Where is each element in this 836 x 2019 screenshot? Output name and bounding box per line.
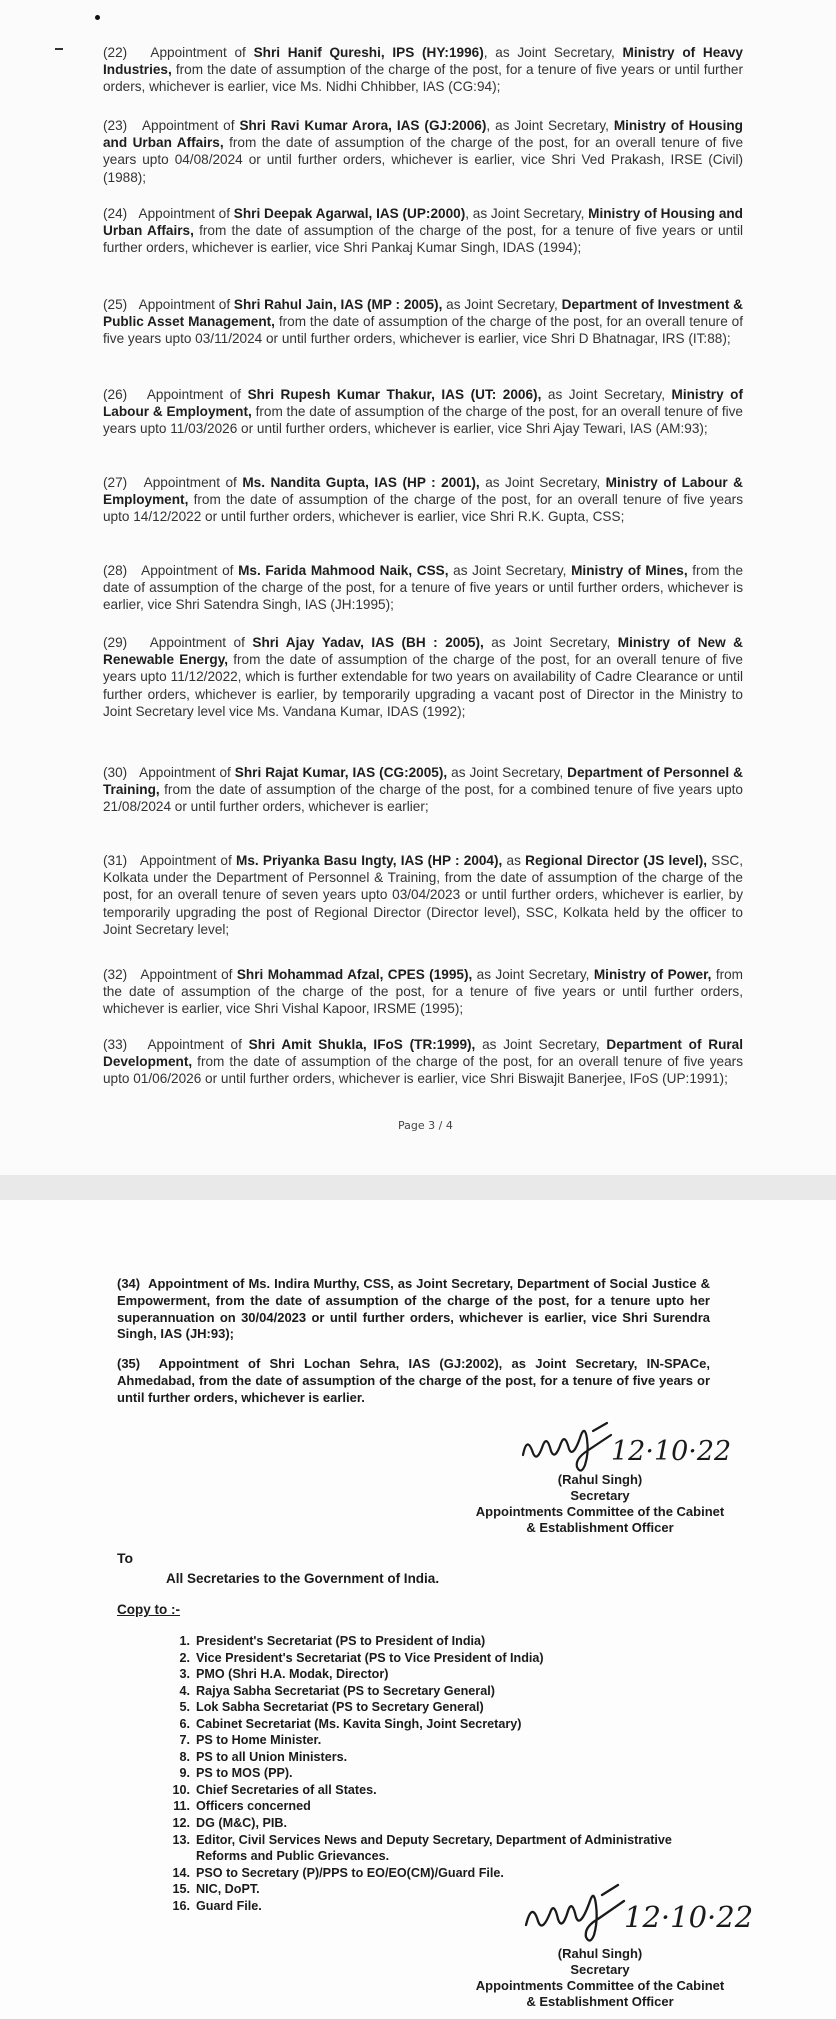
- copy-to-item: [162, 1633, 722, 1650]
- appointment-number: (32): [103, 967, 128, 982]
- appointment-details: from the date of assumption of the charge of the post, for an overall tenure of five years upto 04/08/2024 or until further orders, whichever is earlier, vice Shri Ved Prakash, IRSE (Civil) (1988);: [103, 135, 744, 185]
- appointment-paragraph-31: [103, 852, 743, 938]
- appointment-lead: Appointment of: [139, 765, 235, 780]
- copy-to-item: [162, 1815, 722, 1832]
- appointee-name: Shri Amit Shukla, IFoS (TR:1999),: [248, 1037, 476, 1052]
- appointee-name: Ms. Priyanka Basu Ingty, IAS (HP : 2004),: [236, 853, 503, 868]
- appointment-department: Ministry of Mines,: [571, 563, 688, 578]
- copy-to-item-number: 1.: [179, 1634, 190, 1648]
- appointment-lead: Appointment of: [147, 1037, 249, 1052]
- appointment-role: as Joint Secretary,: [475, 1037, 607, 1052]
- appointment-paragraph-34: (34) Appointment of Ms. Indira Murthy, CSS, as Joint Secretary, Department of Social Justice & Empowerment, from the date of assumption of the charge of the post, for a tenure upto her superannuation on 30/04/2023 or until further orders, whichever is earlier, vice Shri Surendra Singh, IAS (JH:93);: [117, 1276, 710, 1342]
- copy-to-item-text: Lok Sabha Secretariat (PS to Secretary General): [196, 1700, 484, 1715]
- copy-to-item-text: Guard File.: [196, 1898, 262, 1913]
- appointee-name: Shri Rahul Jain, IAS (MP : 2005),: [233, 297, 443, 312]
- appointment-number: (25): [103, 297, 128, 312]
- copy-to-item-text: DG (M&C), PIB.: [196, 1816, 287, 1831]
- copy-to-item-number: 11.: [173, 1799, 190, 1814]
- copy-to-item: [162, 1650, 722, 1667]
- copy-to-item-text: Editor, Civil Services News and Deputy Secretary, Department of Administrative Reforms and Public Grievances.: [196, 1832, 672, 1864]
- appointee-name: Ms. Nandita Gupta, IAS (HP : 2001),: [242, 475, 480, 490]
- appointee-name: Shri Ravi Kumar Arora, IAS (GJ:2006): [239, 118, 487, 133]
- appointment-role: as Joint Secretary,: [479, 475, 606, 490]
- appointee-name: Shri Rupesh Kumar Thakur, IAS (UT: 2006),: [247, 387, 542, 402]
- appointment-number: (22): [103, 45, 128, 60]
- appointment-lead: Appointment of: [143, 475, 243, 490]
- copy-to-item-text: Cabinet Secretariat (Ms. Kavita Singh, Joint Secretary): [196, 1716, 522, 1731]
- copy-to-item-number: 7.: [179, 1733, 190, 1748]
- appointment-details: from the date of assumption of the charge of the post, for an overall tenure of five years upto 14/12/2022 or until further orders, whichever is earlier, vice Shri R.K. Gupta, CSS;: [103, 492, 743, 525]
- appointment-paragraph-25: [103, 296, 743, 348]
- appointment-details: from the date of assumption of the charge of the post, for a tenure of five years or until further orders, whichever is earlier, vice Shri Satendra Singh, IAS (JH:1995);: [103, 563, 744, 613]
- copy-to-item-text: PS to MOS (PP).: [196, 1766, 293, 1781]
- copy-to-item-number: 5.: [179, 1700, 190, 1715]
- appointment-department: Department of Investment & Public Asset Management,: [103, 297, 744, 330]
- appointment-details: from the date of assumption of the charge of the post, for an overall tenure of five years upto 11/03/2026 or until further orders, whichever is earlier, vice Shri Ajay Tewari, IAS (AM:93);: [103, 404, 743, 437]
- appointment-paragraph-28: [103, 562, 743, 614]
- copy-to-item-number: 4.: [179, 1683, 190, 1698]
- appointment-paragraph-23: [103, 117, 743, 186]
- copy-to-item-text: Rajya Sabha Secretariat (PS to Secretary General): [196, 1683, 495, 1698]
- appointment-department: Department of Personnel & Training,: [103, 765, 743, 798]
- scan-mark: [95, 15, 100, 20]
- copy-to-item: [162, 1749, 722, 1766]
- copy-to-item: [162, 1782, 722, 1799]
- handwritten-signature: [515, 1405, 732, 1480]
- copy-to-item-number: 6.: [179, 1716, 190, 1731]
- appointment-role: as Joint Secretary,: [447, 765, 568, 780]
- appointment-details: from the date of assumption of the charge of the post, for an overall tenure of five years upto 11/12/2022, which is further extendable for two years on availability of Cadre Clearance or until further orders, whichever is earlier, by temporarily upgrading a vacant post of Director in the Ministry to Joint Secretary level vice Ms. Vandana Kumar, IDAS (1992);: [103, 652, 743, 719]
- scan-mark: [55, 48, 63, 50]
- to-label: To: [117, 1550, 134, 1566]
- appointee-name: Shri Mohammad Afzal, CPES (1995),: [236, 967, 473, 982]
- copy-to-item-text: Chief Secretaries of all States.: [196, 1782, 377, 1797]
- copy-to-item-number: 16.: [172, 1898, 190, 1913]
- copy-to-item: [162, 1765, 722, 1782]
- copy-to-item: [162, 1699, 722, 1716]
- appointment-paragraph-32: [103, 966, 743, 1018]
- appointment-number: (23): [103, 118, 128, 133]
- appointment-department: Ministry of Labour & Employment,: [103, 387, 744, 420]
- appointment-role: as Joint Secretary,: [442, 297, 562, 312]
- appointment-number: (28): [103, 563, 128, 578]
- appointment-number: (24): [103, 206, 128, 221]
- copy-to-item-number: 13.: [172, 1832, 190, 1847]
- appointment-department: Ministry of Housing and Urban Affairs,: [103, 206, 743, 239]
- appointment-role: as Joint Secretary,: [472, 967, 594, 982]
- appointment-lead: Appointment of: [150, 45, 254, 60]
- appointment-department: Ministry of Housing and Urban Affairs,: [103, 118, 743, 151]
- appointee-name: Shri Deepak Agarwal, IAS (UP:2000): [233, 206, 466, 221]
- appointee-name: Ms. Farida Mahmood Naik, CSS,: [238, 563, 449, 578]
- appointment-lead: Appointment of: [146, 387, 248, 402]
- appointment-department: Regional Director (JS level),: [525, 853, 708, 868]
- appointment-details: from the date of assumption of the charge of the post, for a tenure of five years or until further orders, whichever is earlier, vice Shri Vishal Kapoor, IRSME (1995);: [103, 967, 744, 1017]
- copy-to-label: Copy to :-: [117, 1602, 180, 1617]
- appointment-paragraph-30: [103, 764, 743, 816]
- appointment-role: , as Joint Secretary,: [483, 45, 623, 60]
- handwritten-date: 12·10·22: [624, 1900, 754, 1934]
- appointment-details: from the date of assumption of the charge of the post, for an overall tenure of five years upto 01/06/2026 or until further orders, whichever is earlier, vice Shri Biswajit Banerjee, IFoS (UP:1991);: [103, 1054, 743, 1087]
- copy-to-item-number: 2.: [179, 1650, 190, 1665]
- copy-to-item-text: Officers concerned: [196, 1799, 311, 1814]
- appointment-lead: Appointment of: [149, 635, 253, 650]
- appointment-department: Ministry of Power,: [593, 967, 712, 982]
- copy-to-item-text: NIC, DoPT.: [196, 1882, 260, 1897]
- appointee-name: Shri Hanif Qureshi, IPS (HY:1996): [253, 45, 484, 60]
- appointment-lead: Appointment of: [139, 853, 236, 868]
- appointment-details: from the date of assumption of the charge of the post, for a tenure of five years or until further orders, whichever is earlier, vice Shri Pankaj Kumar Singh, IDAS (1994);: [103, 223, 743, 256]
- appointment-paragraph-22: [103, 44, 743, 96]
- appointment-department: Ministry of Heavy Industries,: [103, 45, 743, 78]
- appointment-lead: Appointment of: [138, 297, 234, 312]
- copy-to-item: [162, 1732, 722, 1749]
- copy-to-item-text: PS to Home Minister.: [196, 1733, 322, 1748]
- copy-to-item-number: 10.: [172, 1782, 190, 1797]
- to-recipients: All Secretaries to the Government of India.: [166, 1571, 440, 1586]
- signature-block: (Rahul Singh) Secretary Appointments Committee of the Cabinet & Establishment Officer: [475, 1946, 725, 2009]
- appointment-number: (26): [103, 387, 128, 402]
- handwritten-date: 12·10·22: [611, 1436, 732, 1467]
- copy-to-item: [162, 1832, 722, 1865]
- copy-to-item-text: PS to all Union Ministers.: [196, 1749, 348, 1764]
- copy-to-item-number: 12.: [172, 1816, 190, 1831]
- appointment-department: Department of Rural Development,: [103, 1037, 744, 1070]
- appointment-lead: Appointment of: [141, 118, 240, 133]
- copy-to-item: [162, 1798, 722, 1815]
- appointment-paragraph-26: [103, 386, 743, 438]
- appointment-details: SSC, Kolkata under the Department of Personnel & Training, from the date of assumption of the charge of the post, for an overall tenure of seven years upto 03/04/2023 or until further orders, whichever is earlier, by temporarily upgrading the post of Regional Director (Director level), SSC, Kolkata held by the officer to Joint Secretary level;: [103, 853, 743, 937]
- copy-to-item-text: PMO (Shri H.A. Modak, Director): [196, 1667, 389, 1682]
- appointment-role: as Joint Secretary,: [541, 387, 672, 402]
- copy-to-item: [162, 1666, 722, 1683]
- copy-to-item-number: 9.: [179, 1766, 190, 1781]
- appointment-lead: Appointment of: [141, 563, 239, 578]
- appointment-lead: Appointment of: [140, 967, 237, 982]
- appointee-name: Shri Ajay Yadav, IAS (BH : 2005),: [252, 635, 484, 650]
- appointment-department: Ministry of New & Renewable Energy,: [103, 635, 744, 668]
- handwritten-signature: [520, 1865, 754, 1950]
- copy-to-item-text: President's Secretariat (PS to President of India): [196, 1634, 486, 1648]
- appointment-number: (30): [103, 765, 128, 780]
- appointee-name: Shri Rajat Kumar, IAS (CG:2005),: [234, 765, 448, 780]
- appointment-number: (29): [103, 635, 128, 650]
- appointment-role: as Joint Secretary,: [448, 563, 572, 578]
- appointment-role: , as Joint Secretary,: [486, 118, 614, 133]
- appointment-paragraph-35: (35) Appointment of Shri Lochan Sehra, IAS (GJ:2002), as Joint Secretary, IN-SPACe, Ahmedabad, from the date of assumption of the charge of the post, for a tenure of five years or until further orders, whichever is earlier.: [117, 1356, 710, 1405]
- appointment-paragraph-27: [103, 474, 743, 526]
- appointment-role: as Joint Secretary,: [483, 635, 618, 650]
- appointment-lead: Appointment of: [138, 206, 234, 221]
- appointment-role: as: [502, 853, 526, 868]
- appointment-paragraph-24: [103, 205, 743, 257]
- appointment-details: from the date of assumption of the charge of the post, for a tenure of five years or until further orders, whichever is earlier, vice Ms. Nidhi Chhibber, IAS (CG:94);: [103, 62, 743, 95]
- signature-block: (Rahul Singh) Secretary Appointments Committee of the Cabinet & Establishment Officer: [475, 1472, 725, 1535]
- copy-to-item-number: 3.: [179, 1667, 190, 1682]
- appointment-department: Ministry of Labour & Employment,: [103, 475, 743, 508]
- page-number: Page 3 / 4: [398, 1119, 453, 1132]
- copy-to-item-number: 15.: [172, 1882, 190, 1897]
- appointment-details: from the date of assumption of the charge of the post, for an overall tenure of five years upto 03/11/2024 or until further orders, whichever is earlier, vice Shri D Bhatnagar, IRS (IT:88);: [103, 314, 743, 347]
- copy-to-item-number: 14.: [172, 1865, 190, 1880]
- appointment-paragraph-29: [103, 634, 743, 720]
- appointment-number: (31): [103, 853, 128, 868]
- copy-to-item-number: 8.: [179, 1749, 190, 1764]
- copy-to-item: [162, 1716, 722, 1733]
- appointment-role: , as Joint Secretary,: [465, 206, 589, 221]
- appointment-details: from the date of assumption of the charge of the post, for a combined tenure of five years upto 21/08/2024 or until further orders, whichever is earlier;: [103, 782, 743, 815]
- appointment-number: (27): [103, 475, 128, 490]
- copy-to-item-text: PSO to Secretary (P)/PPS to EO/EO(CM)/Guard File.: [196, 1865, 504, 1880]
- appointment-paragraph-33: [103, 1036, 743, 1088]
- appointment-number: (33): [103, 1037, 128, 1052]
- copy-to-item-text: Vice President's Secretariat (PS to Vice President of India): [196, 1650, 544, 1665]
- copy-to-item: [162, 1683, 722, 1700]
